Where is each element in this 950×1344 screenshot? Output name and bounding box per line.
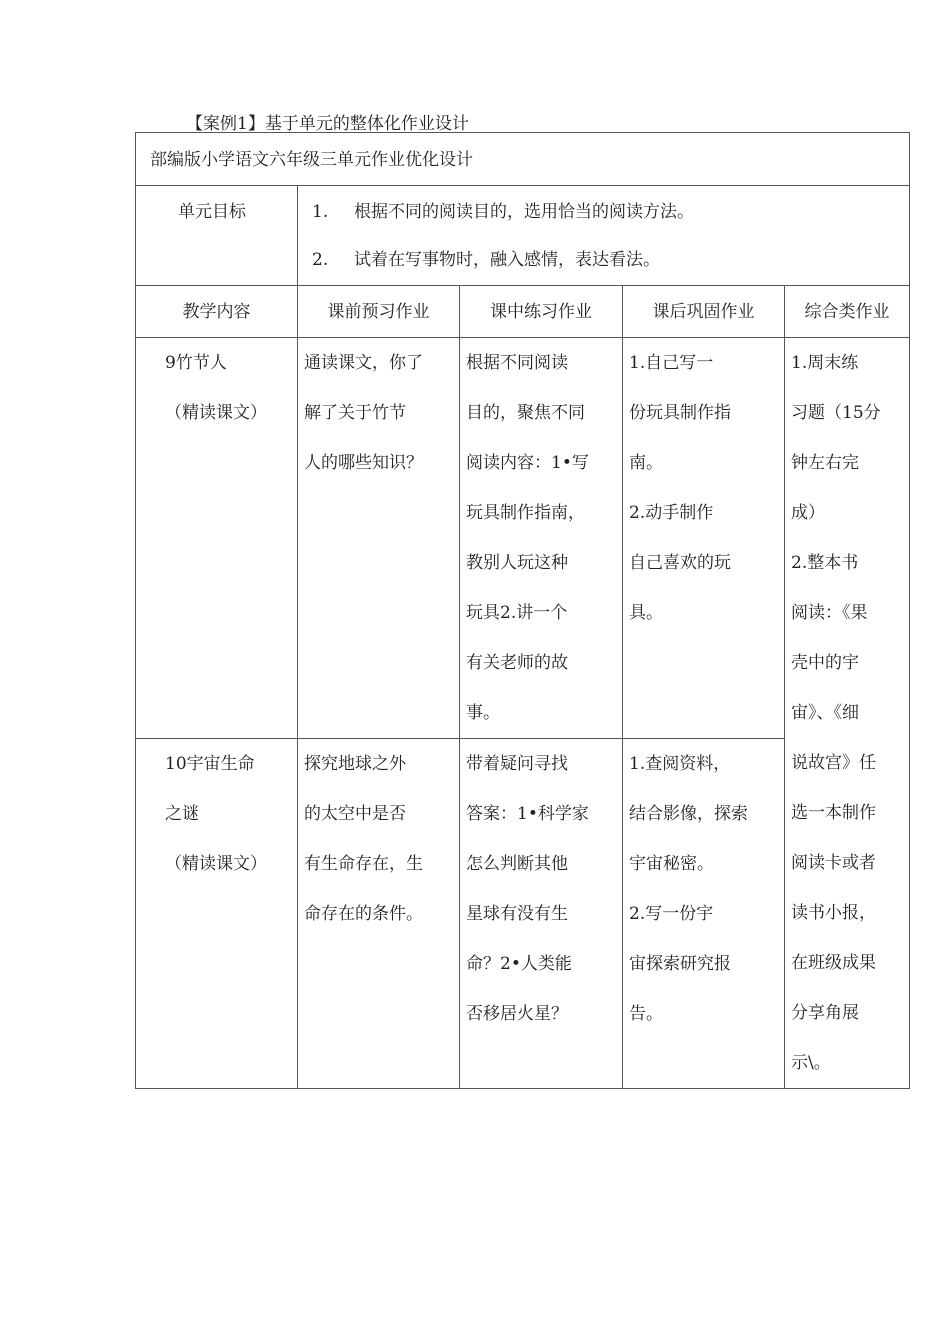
comprehensive-homework-cell: 1.周末练 习题（15分 钟左右完 成） 2.整本书 阅读：《果 壳中的宇 宙》、《细 说故宫》任 选一本制作 阅读卡或者 读书小报， 在班级成果 分享角展 示\。 [785, 338, 910, 1089]
unit-goal-item: 1. 根据不同的阅读目的，选用恰当的阅读方法。 [312, 202, 694, 222]
unit-goal-list [298, 186, 910, 286]
homework-design-table [135, 132, 910, 1089]
practice-homework-cell: 带着疑问寻找 答案：1•科学家 怎么判断其他 星球有没有生 命？2•人类能 否移居火星？ [460, 739, 623, 1089]
consolidation-homework-cell: 1.自己写一 份玩具制作指 南。 2.动手制作 自己喜欢的玩 具。 [623, 338, 785, 739]
table-title-cell [136, 133, 910, 186]
table-row [136, 338, 910, 739]
table-title: 部编版小学语文六年级三单元作业优化设计 [150, 150, 473, 170]
column-header: 课中练习作业 [460, 286, 623, 338]
unit-goal-label-cell [136, 186, 298, 286]
unit-goal-label: 单元目标 [178, 202, 246, 222]
case-title: 【案例1】基于单元的整体化作业设计 [186, 114, 469, 134]
column-header: 教学内容 [136, 286, 298, 338]
lesson-cell: 10宇宙生命 之谜 （精读课文） [136, 739, 298, 1089]
column-header: 课后巩固作业 [623, 286, 785, 338]
preview-homework-cell: 通读课文，你了 解了关于竹节 人的哪些知识？ [298, 338, 460, 739]
unit-goal-item: 2. 试着在写事物时，融入感情，表达看法。 [312, 250, 660, 270]
preview-homework-cell: 探究地球之外 的太空中是否 有生命存在，生 命存在的条件。 [298, 739, 460, 1089]
column-header: 课前预习作业 [298, 286, 460, 338]
column-header: 综合类作业 [785, 286, 910, 338]
consolidation-homework-cell: 1.查阅资料， 结合影像，探索 宇宙秘密。 2.写一份宇 宙探索研究报 告。 [623, 739, 785, 1089]
lesson-cell: 9竹节人 （精读课文） [136, 338, 298, 739]
practice-homework-cell: 根据不同阅读 目的，聚焦不同 阅读内容：1•写 玩具制作指南， 教别人玩这种 玩具2.讲一个 有关老师的故 事。 [460, 338, 623, 739]
